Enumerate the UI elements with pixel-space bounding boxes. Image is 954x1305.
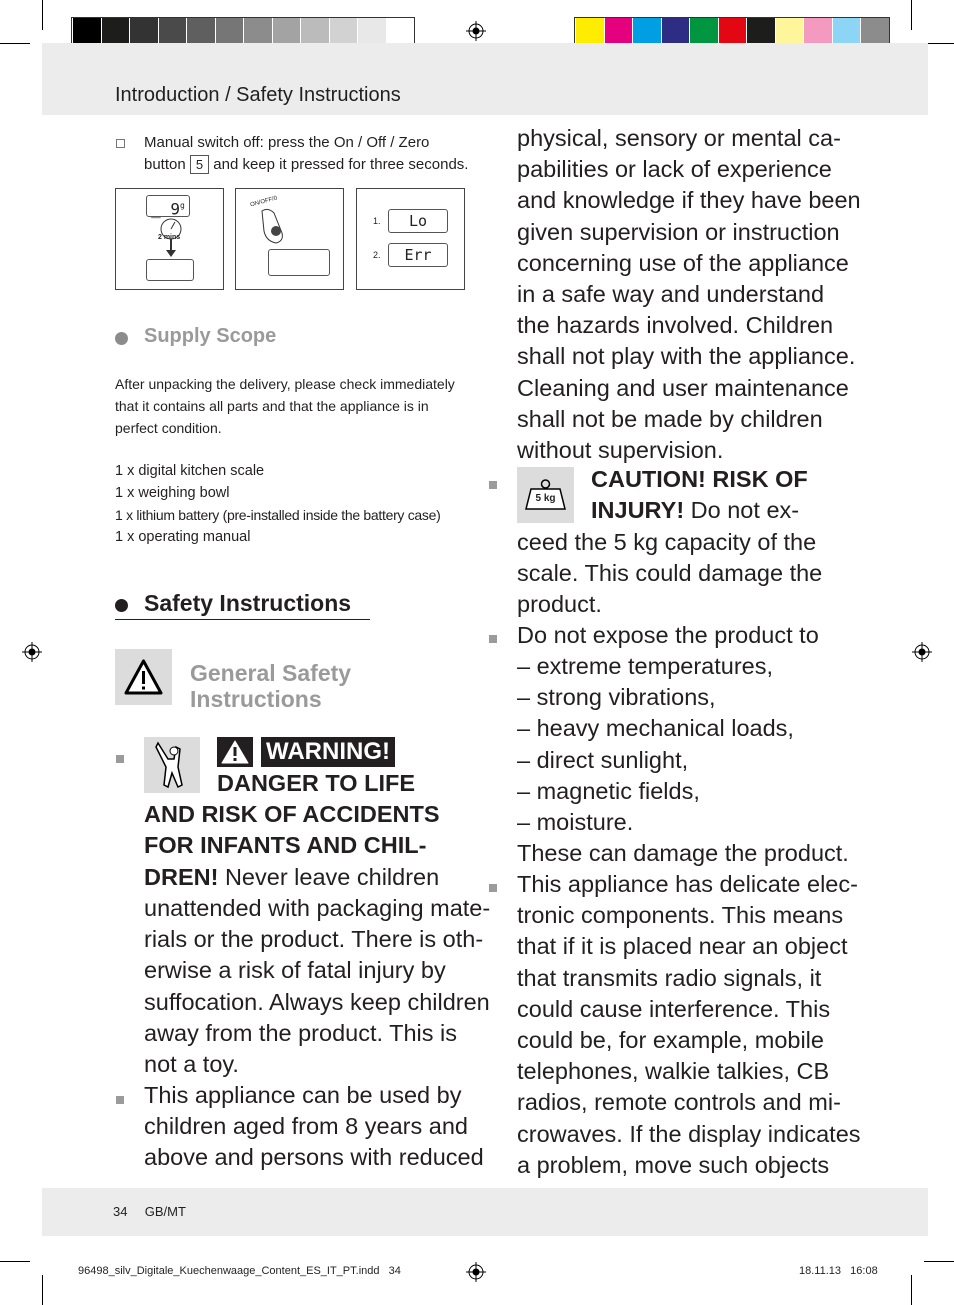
text-line: in a safe way and understand [517,281,825,308]
caution-title-line: CAUTION! RISK OF [591,466,808,492]
supply-text-line: that it contains all parts and that the appliance is in [115,398,429,414]
text-line: These can damage the product. [517,840,849,867]
switch-off-line-1: Manual switch off: press the On / Off / Zero [144,134,430,151]
text-line: could be, for example, mobile [517,1027,824,1054]
supply-scope-heading: Supply Scope [144,325,277,347]
text-line: shall not play with the appliance. [517,343,856,370]
warning-body-line: suffocation. Always keep children [144,988,490,1015]
crop-mark [0,43,30,44]
registration-mark-icon [466,1262,486,1282]
crop-mark [924,43,954,44]
language-code: GB/MT [144,1204,186,1219]
electronics-text [517,869,861,1181]
switch-off-pre: button [144,156,186,173]
text-line: that transmits radio signals, it [517,964,822,991]
text-line: Cleaning and user maintenance [517,374,849,401]
lcd-low-battery: Lo [388,209,448,233]
continuation-text [517,123,861,466]
children-line: above and persons with reduced [144,1144,484,1171]
row2-number: 2. [373,250,381,260]
crop-mark [0,1261,30,1262]
safety-instructions-heading: Safety Instructions [144,590,352,616]
section-bullet [115,332,128,345]
warning-triangle-icon [217,737,253,767]
caution-title-line: INJURY! [591,497,685,523]
text-line: that if it is placed near an object [517,933,848,960]
lcd-error: Err [388,243,448,267]
warning-text [144,799,440,830]
list-item: 1 x operating manual [115,529,251,545]
warning-text [144,862,439,893]
warning-body-line: erwise a risk of fatal injury by [144,957,446,984]
caution-body: Do not ex- [690,497,800,523]
warning-text [217,768,415,799]
crop-mark [42,1275,43,1305]
text-line: and knowledge if they have been [517,187,861,214]
list-item: – heavy mechanical loads, [517,715,794,742]
children-text [144,1080,484,1174]
list-item: – magnetic fields, [517,777,700,804]
warning-title-line: DREN! [144,864,219,890]
text-line: concerning use of the appliance [517,249,849,276]
general-safety-heading-line: Instructions [190,686,322,712]
text-line: telephones, walkie talkies, CB [517,1058,830,1085]
page-number: 34 [113,1204,128,1219]
text-line: physical, sensory or mental ca- [517,125,841,151]
list-item: – extreme temperatures, [517,653,773,679]
general-safety-heading-line: General Safety [190,660,352,686]
list-item: 1 x weighing bowl [115,485,230,501]
list-bullet [489,635,497,643]
warning-body [144,893,490,1080]
checkbox-bullet [116,139,125,148]
heading-underline [115,619,370,620]
list-item: – direct sunlight, [517,746,689,773]
switch-off-line-2 [144,154,468,176]
warning-body-line: rials or the product. There is oth- [144,926,484,953]
list-bullet [489,481,497,489]
list-item: – moisture. [517,809,634,836]
warning-body-line: Never leave children [224,864,440,890]
warning-title-line: AND RISK OF ACCIDENTS [144,801,440,827]
warning-badge-label: WARNING! [261,737,395,767]
registration-mark-icon [466,21,486,41]
lcd-unit: g [180,201,185,210]
expose-intro: Do not expose the product to [517,622,819,648]
text-line: radios, remote controls and mi- [517,1089,841,1116]
list-bullet [116,1096,124,1104]
general-safety-heading [190,660,351,712]
crop-mark [911,1275,912,1305]
children-line: children aged from 8 years and [144,1113,468,1140]
general-safety-icon-box [115,649,172,705]
weight-icon-box [517,467,574,523]
key-reference-badge: 5 [190,155,209,174]
crop-mark [911,0,912,30]
children-line: This appliance can be used by [144,1082,462,1108]
supply-text [115,373,455,439]
list-item: – strong vibrations, [517,684,716,711]
warning-text [144,830,426,861]
caution-line-2 [591,495,799,526]
text-line: This appliance has delicate elec- [517,871,858,897]
warning-badge [217,737,395,767]
warning-title-line: FOR INFANTS AND CHIL- [144,832,427,858]
warning-body-line: unattended with packaging mate- [144,895,491,921]
list-item: 1 x digital kitchen scale [115,463,265,479]
registration-mark-icon [22,642,42,662]
print-slug-file: 96498_silv_Digitale_Kuechenwaage_Content_ES_IT_PT.indd 34 [78,1265,401,1277]
text-line: the hazards involved. Children [517,312,834,339]
list-bullet [489,884,497,892]
lcd-reading: _ 9 [151,199,181,219]
figure-display-timer [115,188,224,290]
timer-label: 2 mins [158,234,181,241]
print-slug-date: 18.11.13 16:08 [799,1265,878,1277]
warning-triangle-icon [115,649,172,705]
text-line: tronic components. This means [517,902,844,929]
lcd-display [146,195,190,217]
supply-text-line: perfect condition. [115,420,222,436]
warning-body-line: not a toy. [144,1051,239,1078]
supply-items-list [115,460,440,548]
child-with-bag-icon [144,737,200,793]
text-line: crowaves. If the display indicates [517,1120,861,1147]
expose-list [517,651,849,869]
page-footer [113,1204,186,1219]
text-line: a problem, move such objects [517,1151,830,1178]
lcd-display-blank [268,249,330,276]
switch-off-post: and keep it pressed for three seconds. [213,156,469,173]
warning-body-line: away from the product. This is [144,1019,458,1046]
registration-mark-icon [912,642,932,662]
weight-icon-label: 5 kg [535,493,556,504]
crop-mark [924,1261,954,1262]
text-line: pabilities or lack of experience [517,156,832,183]
figure-error-displays [356,188,465,290]
caution-body [517,527,822,621]
button-label: ON/OFF/0 [249,195,278,209]
list-bullet [116,755,124,763]
text-line: without supervision. [517,437,724,464]
figure-button-press [235,188,344,290]
finger-press-icon [254,207,294,247]
section-bullet [115,599,128,612]
text-line: could cause interference. This [517,995,831,1022]
text-line: shall not be made by children [517,405,823,432]
supply-text-line: After unpacking the delivery, please check immediately [115,376,455,392]
text-line: given supervision or instruction [517,218,840,245]
warning-title-line: DANGER TO LIFE [217,770,416,796]
lcd-display-blank [146,259,194,281]
row1-number: 1. [373,216,381,226]
page-header-title: Introduction / Safety Instructions [115,84,401,106]
text-line: product. [517,591,602,618]
text-line: ceed the 5 kg capacity of the [517,529,817,555]
crop-mark [42,0,43,30]
list-item: 1 x lithium battery (pre-installed inside the battery case) [115,507,441,523]
text-line: scale. This could damage the [517,560,823,587]
child-hazard-icon [144,737,200,793]
